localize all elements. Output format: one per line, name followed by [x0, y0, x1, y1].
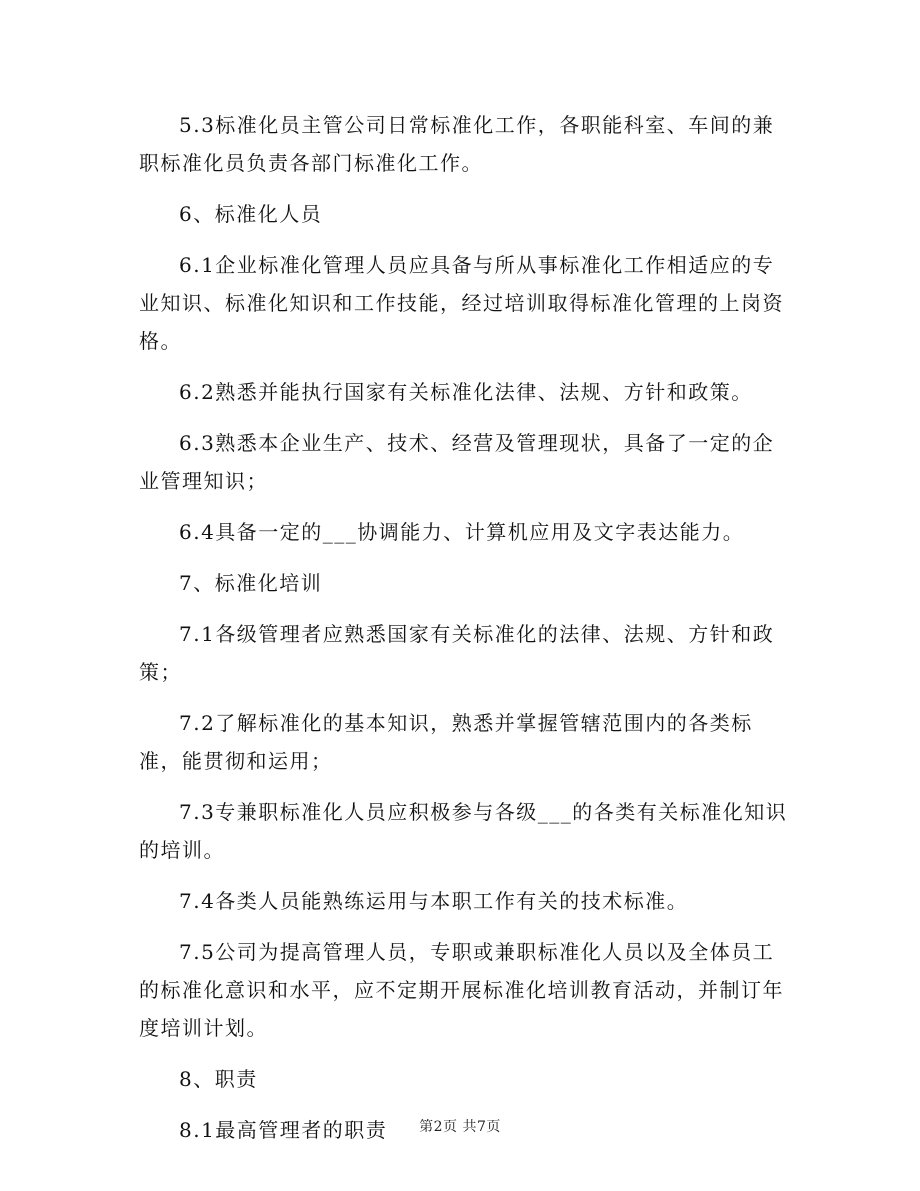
heading-section-6: 6、标准化人员: [179, 202, 323, 226]
paragraph-6-2: 6.2熟悉并能执行国家有关标准化法律、法规、方针和政策。: [179, 380, 753, 404]
document-body: [139, 106, 789, 1162]
paragraph-8-1: 8.1最高管理者的职责: [179, 1118, 388, 1142]
paragraph-7-4: 7.4各类人员能熟练运用与本职工作有关的技术标准。: [179, 889, 689, 913]
paragraph-7-2: 7.2了解标准化的基本知识，熟悉并掌握管辖范围内的各类标准，能贯彻和运用；: [139, 711, 753, 773]
paragraph-7-1: 7.1各级管理者应熟悉国家有关标准化的法律、法规、方针和政策；: [139, 622, 775, 684]
heading-section-7: 7、标准化培训: [179, 571, 323, 595]
paragraph-7-3: 7.3专兼职标准化人员应积极参与各级___的各类有关标准化知识的培训。: [139, 800, 788, 862]
paragraph-6-4: 6.4具备一定的___协调能力、计算机应用及文字表达能力。: [179, 520, 745, 544]
heading-section-8: 8、职责: [179, 1067, 258, 1091]
paragraph-6-3: 6.3熟悉本企业生产、技术、经营及管理现状，具备了一定的企业管理知识；: [139, 431, 775, 493]
paragraph-6-1: 6.1企业标准化管理人员应具备与所从事标准化工作相适应的专业知识、标准化知识和工作技能，经过培训取得标准化管理的上岗资格。: [139, 253, 784, 353]
paragraph-7-5: 7.5公司为提高管理人员，专职或兼职标准化人员以及全体员工的标准化意识和水平，应不定期开展标准化培训教育活动，并制订年度培训计划。: [139, 940, 784, 1040]
page-number-footer: 第2页 共7页: [419, 1119, 501, 1135]
paragraph-5-3: 5.3标准化员主管公司日常标准化工作，各职能科室、车间的兼职标准化员负责各部门标准化工作。: [139, 113, 775, 175]
